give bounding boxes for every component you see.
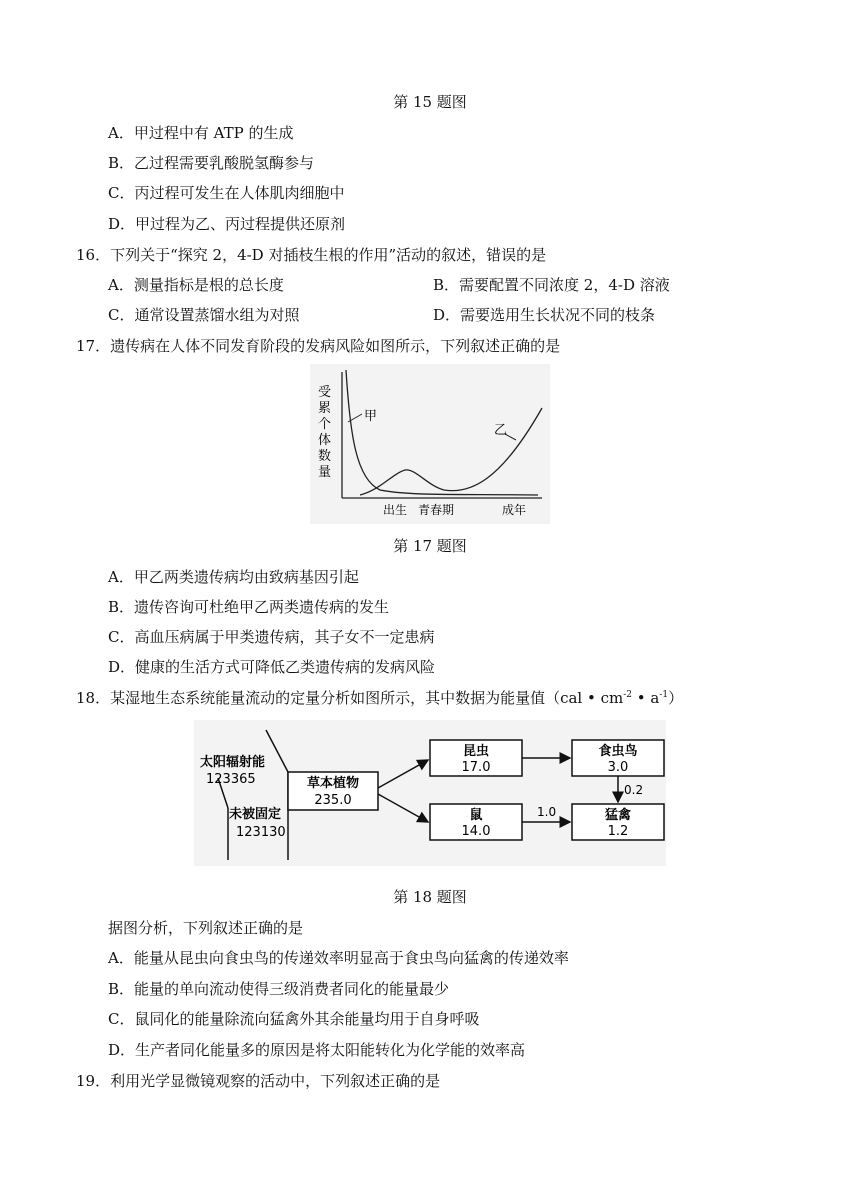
- solar-label: 太阳辐射能: [200, 755, 266, 770]
- rat-value: 14.0: [461, 824, 491, 839]
- q16-option-c: C．通常设置蒸馏水组为对照: [108, 306, 300, 324]
- xlabel-birth: 出生: [383, 503, 408, 517]
- ylabel-char-5: 数: [318, 449, 332, 464]
- ylabel-char-1: 受: [318, 385, 332, 400]
- bird-value: 3.0: [607, 760, 629, 775]
- xlabel-puberty: 青春期: [418, 503, 455, 517]
- ylabel-char-6: 量: [318, 465, 332, 480]
- q17-option-c: C．高血压病属于甲类遗传病，其子女不一定患病: [108, 628, 435, 646]
- unit-mid: • a: [632, 689, 660, 707]
- q19-stem: 19．利用光学显微镜观察的活动中，下列叙述正确的是: [76, 1072, 441, 1090]
- solar-value: 123365: [206, 772, 256, 787]
- figure-15-caption: 第 15 题图: [393, 93, 467, 111]
- q18-option-c: C．鼠同化的能量除流向猛禽外其余能量均用于自身呼吸: [108, 1010, 480, 1028]
- q18-figure: [194, 720, 666, 866]
- xlabel-adult: 成年: [502, 503, 527, 517]
- q18-option-d: D．生产者同化能量多的原因是将太阳能转化为化学能的效率高: [108, 1041, 526, 1059]
- q15-option-a: A．甲过程中有 ATP 的生成: [108, 124, 294, 142]
- unfixed-label: 未被固定: [229, 807, 282, 822]
- ylabel-char-3: 个: [318, 417, 332, 432]
- producer-label: 草本植物: [306, 776, 360, 791]
- ylabel-char-4: 体: [318, 433, 332, 448]
- figure-17-caption: 第 17 题图: [393, 537, 467, 555]
- q18-lead: 据图分析，下列叙述正确的是: [108, 919, 304, 937]
- insect-label: 昆虫: [462, 744, 490, 759]
- q18-stem: [76, 687, 683, 708]
- unfixed-value: 123130: [236, 825, 286, 840]
- unit-sup-1: -2: [623, 690, 633, 700]
- bird-to-raptor-value: 0.2: [624, 783, 644, 797]
- q16-option-a: A．测量指标是根的总长度: [108, 276, 284, 294]
- q17-option-b: B．遗传咨询可杜绝甲乙两类遗传病的发生: [108, 598, 390, 616]
- q15-option-c: C．丙过程可发生在人体肌肉细胞中: [108, 184, 345, 202]
- q16-option-b: B．需要配置不同浓度 2，4-D 溶液: [433, 276, 670, 294]
- raptor-value: 1.2: [607, 824, 629, 839]
- q17-figure: [310, 364, 550, 524]
- bird-label: 食虫鸟: [598, 744, 638, 759]
- curve-jia-label: 甲: [364, 409, 378, 424]
- q15-option-d: D．甲过程为乙、丙过程提供还原剂: [108, 215, 346, 233]
- ylabel-char-2: 累: [318, 401, 332, 416]
- q17-option-a: A．甲乙两类遗传病均由致病基因引起: [108, 568, 359, 586]
- q16-stem: 16．下列关于“探究 2，4-D 对插枝生根的作用”活动的叙述，错误的是: [76, 246, 547, 264]
- q16-option-d: D．需要选用生长状况不同的枝条: [433, 306, 656, 324]
- q15-option-b: B．乙过程需要乳酸脱氢酶参与: [108, 154, 315, 172]
- curve-yi-label: 乙: [494, 423, 508, 438]
- producer-value: 235.0: [314, 793, 352, 808]
- q17-stem: 17．遗传病在人体不同发育阶段的发病风险如图所示，下列叙述正确的是: [76, 337, 561, 355]
- unit-end: ）: [668, 689, 684, 707]
- figure-18-caption: 第 18 题图: [393, 888, 467, 906]
- q18-option-a: A．能量从昆虫向食虫鸟的传递效率明显高于食虫鸟向猛禽的传递效率: [108, 949, 569, 967]
- rat-to-raptor-value: 1.0: [537, 805, 557, 819]
- unit-sup-2: -1: [659, 690, 669, 700]
- q18-stem-text: 18．某湿地生态系统能量流动的定量分析如图所示，其中数据为能量值（cal • cm: [76, 689, 624, 707]
- insect-value: 17.0: [461, 760, 491, 775]
- raptor-label: 猛禽: [604, 808, 632, 823]
- q18-option-b: B．能量的单向流动使得三级消费者同化的能量最少: [108, 980, 450, 998]
- q17-option-d: D．健康的生活方式可降低乙类遗传病的发病风险: [108, 658, 436, 676]
- rat-label: 鼠: [469, 808, 483, 823]
